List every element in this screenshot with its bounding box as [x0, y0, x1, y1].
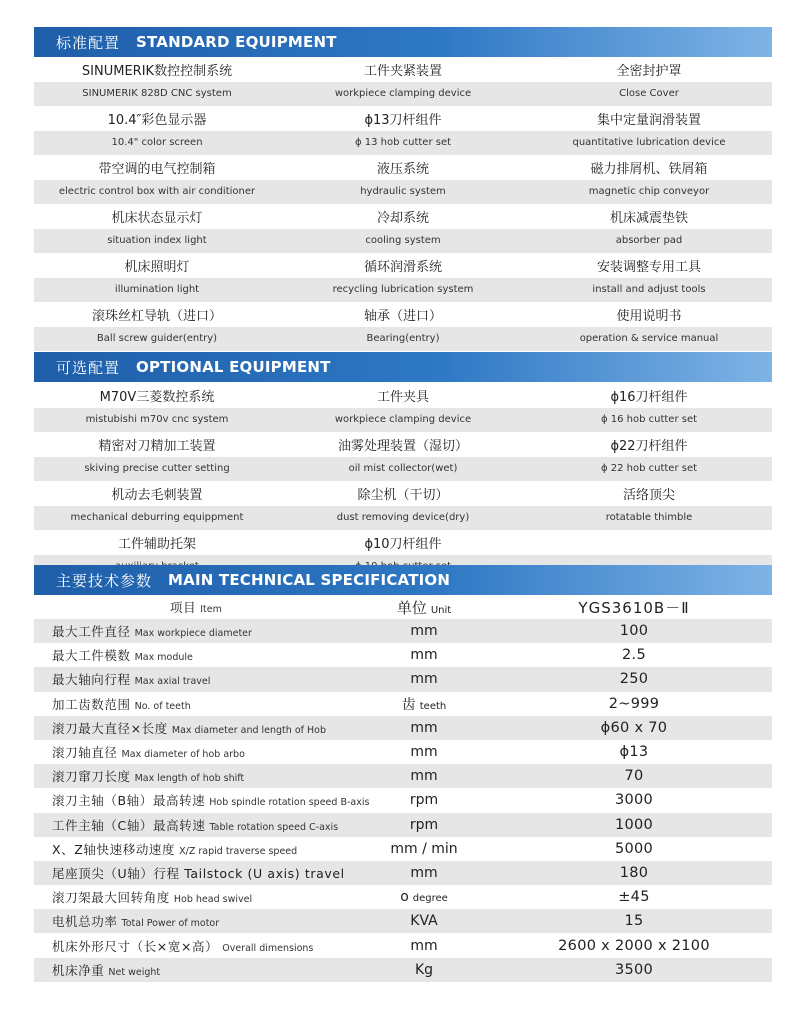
spec-item — [52, 743, 245, 761]
spec-unit — [364, 647, 484, 663]
spec-item-cn: 加工齿数范围 — [52, 696, 131, 712]
standard-item-cn: 10.4″彩色显示器 — [107, 112, 207, 128]
spec-value: 100 — [619, 623, 649, 640]
spec-row — [34, 667, 772, 691]
spec-unit-value: KVA — [410, 913, 438, 930]
standard-item-cn: 全密封护罩 — [616, 63, 682, 79]
optional-item-en: workpiece clamping device — [334, 414, 472, 426]
standard-item-cn: 机床减震垫铁 — [609, 210, 688, 226]
spec-value: 15 — [624, 913, 644, 930]
standard-row-cn — [34, 204, 772, 229]
spec-item — [52, 791, 369, 809]
spec-item — [52, 961, 160, 979]
spec-item-cn: 工件主轴（C轴）最高转速 — [52, 817, 206, 833]
spec-item — [52, 646, 193, 664]
standard-item-en: electric control box with air conditioner — [58, 186, 256, 198]
optional-item-cn: M70V三菱数控系统 — [99, 389, 215, 405]
spec-unit — [364, 744, 484, 760]
model-header: YGS3610B－Ⅱ — [578, 598, 690, 617]
spec-item — [52, 912, 219, 930]
spec-item-cn: 滚刀窜刀长度 — [52, 769, 131, 785]
standard-row-en — [34, 180, 772, 205]
spec-row — [34, 643, 772, 667]
spec-item-cn: 尾座顶尖（U轴）行程 Tailstock (U axis) travel — [52, 865, 345, 881]
spec-item-en: Max diameter and length of Hob — [171, 724, 326, 736]
standard-item-en: situation index light — [107, 235, 207, 247]
standard-item-en: magnetic chip conveyor — [588, 186, 710, 198]
spec-item-en: Net weight — [108, 966, 161, 978]
standard-item-cn: 液压系统 — [376, 161, 429, 177]
optional-item-en: skiving precise cutter setting — [84, 463, 230, 475]
spec-unit-value: mm — [410, 937, 438, 954]
spec-row — [34, 619, 772, 643]
spec-item-en: Table rotation speed C-axis — [209, 821, 339, 833]
standard-item-en: cooling system — [365, 235, 441, 247]
optional-item-cn: 工件夹具 — [376, 389, 429, 405]
spec-value: 70 — [624, 768, 644, 785]
unit-header-cn: 单位 — [396, 598, 427, 617]
spec-value: 1000 — [614, 816, 654, 833]
item-header-en: Item — [200, 604, 222, 615]
optional-item-en: ϕ 16 hob cutter set — [600, 414, 698, 426]
spec-row — [34, 740, 772, 764]
optional-item-cn: 精密对刀精加工装置 — [98, 438, 216, 454]
optional-row-cn — [34, 481, 772, 506]
spec-item — [52, 695, 191, 713]
spec-value: 3500 — [614, 961, 654, 978]
spec-unit — [364, 865, 484, 881]
standard-item-cn: SINUMERIK数控控制系统 — [81, 63, 233, 79]
spec-item-en: Hob head swivel — [173, 894, 253, 906]
item-header-cn: 项目 — [170, 600, 197, 615]
standard-row-cn — [34, 106, 772, 131]
standard-item-en: Ball screw guider(entry) — [96, 333, 218, 345]
standard-item-cn: 工件夹紧装置 — [363, 63, 442, 79]
optional-item-cn: ϕ22刀杆组件 — [610, 438, 688, 454]
optional-item-cn: ϕ10刀杆组件 — [364, 536, 442, 552]
spec-unit-en: degree — [412, 893, 448, 905]
optional-title-cn: 可选配置 — [56, 358, 121, 377]
spec-unit-value: rpm — [409, 792, 439, 809]
standard-item-en: illumination light — [114, 284, 200, 296]
spec-value: 2.5 — [622, 647, 646, 664]
standard-item-en: recycling lubrication system — [332, 284, 474, 296]
spec-table — [34, 595, 772, 982]
optional-row-cn — [34, 432, 772, 457]
spec-item — [52, 937, 313, 955]
spec-value: 2600 x 2000 x 2100 — [558, 937, 710, 954]
spec-unit-en: teeth — [419, 700, 447, 712]
spec-item-cn: 最大工件直径 — [52, 624, 131, 640]
spec-unit-value: mm — [410, 623, 438, 640]
spec-unit — [364, 694, 484, 714]
spec-item — [52, 864, 345, 882]
optional-item-cn: ϕ16刀杆组件 — [610, 389, 688, 405]
spec-title-cn: 主要技术参数 — [56, 571, 153, 590]
spec-header — [34, 565, 772, 595]
spec-row — [34, 716, 772, 740]
spec-item-en: Hob spindle rotation speed B-axis — [209, 797, 370, 809]
optional-item-cn: 工件辅助托架 — [117, 536, 196, 552]
standard-item-en: workpiece clamping device — [334, 88, 472, 100]
standard-title-cn: 标准配置 — [56, 33, 121, 52]
optional-item-en: mechanical deburring equippment — [70, 512, 244, 524]
spec-item-cn: 电机总功率 — [52, 914, 118, 930]
standard-row-en — [34, 229, 772, 254]
standard-row-cn — [34, 57, 772, 82]
optional-equipment-header — [34, 352, 772, 382]
standard-item-cn: 机床状态显示灯 — [111, 210, 203, 226]
spec-item — [52, 888, 252, 906]
standard-item-cn: 安装调整专用工具 — [596, 259, 701, 275]
spec-item-cn: 最大轴向行程 — [52, 672, 131, 688]
standard-item-en: SINUMERIK 828D CNC system — [82, 88, 232, 100]
optional-row-en — [34, 457, 772, 482]
spec-item — [52, 840, 297, 858]
spec-row — [34, 933, 772, 957]
standard-item-cn: 磁力排屑机、铁屑箱 — [590, 161, 708, 177]
spec-unit-value: mm — [410, 647, 438, 664]
spec-item-cn: 滚刀最大直径×长度 — [52, 720, 168, 736]
optional-row-en — [34, 506, 772, 531]
optional-title-en: OPTIONAL EQUIPMENT — [136, 358, 331, 376]
standard-row-en — [34, 131, 772, 156]
standard-row-cn — [34, 155, 772, 180]
optional-item-en: mistubishi m70v cnc system — [85, 414, 229, 426]
standard-item-cn: ϕ13刀杆组件 — [364, 112, 442, 128]
standard-item-cn: 冷却系统 — [376, 210, 429, 226]
spec-item-en: Overall dimensions — [222, 942, 314, 954]
spec-unit — [364, 889, 484, 905]
spec-unit-value: mm — [410, 864, 438, 881]
spec-row — [34, 909, 772, 933]
spec-value: 3000 — [614, 792, 654, 809]
optional-item-en: oil mist collector(wet) — [348, 463, 458, 475]
optional-item-cn: 机动去毛刺装置 — [111, 487, 203, 503]
standard-row-en — [34, 278, 772, 303]
standard-item-cn: 滚珠丝杠导轨（进口） — [91, 308, 222, 324]
spec-unit — [364, 841, 484, 857]
optional-equipment-table — [34, 383, 772, 579]
standard-row-en — [34, 82, 772, 107]
spec-item-cn: 滚刀轴直径 — [52, 745, 118, 761]
spec-value: 5000 — [614, 840, 654, 857]
spec-item-cn: 机床外形尺寸（长×宽×高） — [52, 938, 219, 954]
standard-item-cn: 集中定量润滑装置 — [596, 112, 701, 128]
spec-item-en: Max workpiece diameter — [134, 628, 252, 640]
spec-unit-value: mm — [410, 744, 438, 761]
optional-row-cn — [34, 530, 772, 555]
spec-item-cn: 滚刀主轴（B轴）最高转速 — [52, 793, 206, 809]
standard-item-en: install and adjust tools — [592, 284, 706, 296]
spec-unit-value: 齿 — [401, 696, 416, 713]
spec-unit — [364, 623, 484, 639]
standard-item-en: ϕ 13 hob cutter set — [354, 137, 452, 149]
optional-item-en: ϕ 22 hob cutter set — [600, 463, 698, 475]
standard-item-cn: 轴承（进口） — [363, 308, 442, 324]
spec-value: ±45 — [618, 889, 650, 906]
standard-item-cn: 循环润滑系统 — [363, 259, 442, 275]
optional-row-cn — [34, 383, 772, 408]
standard-title-en: STANDARD EQUIPMENT — [136, 33, 337, 51]
spec-unit-value: mm — [410, 768, 438, 785]
standard-equipment-header — [34, 27, 772, 57]
standard-item-en: Bearing(entry) — [366, 333, 440, 345]
spec-item-cn: 最大工件模数 — [52, 648, 131, 664]
spec-row — [34, 764, 772, 788]
spec-item-en: No. of teeth — [134, 700, 191, 712]
optional-row-en — [34, 408, 772, 433]
spec-item-header — [52, 598, 222, 616]
spec-row — [34, 885, 772, 909]
spec-unit-value: mm — [410, 671, 438, 688]
spec-item-en: Max diameter of hob arbo — [121, 749, 245, 761]
standard-item-cn: 带空调的电气控制箱 — [98, 161, 216, 177]
spec-item-en: Total Power of motor — [121, 918, 220, 930]
spec-value: 2~999 — [608, 695, 660, 712]
standard-item-en: 10.4" color screen — [111, 137, 203, 149]
optional-item-cn: 除尘机（干切） — [357, 487, 449, 503]
spec-item — [52, 767, 244, 785]
spec-unit-value: o — [400, 889, 409, 906]
standard-item-en: quantitative lubrication device — [572, 137, 726, 149]
spec-unit — [364, 913, 484, 929]
spec-item-cn: 机床净重 — [52, 962, 105, 978]
spec-item-en: Max axial travel — [134, 676, 211, 688]
standard-row-cn — [34, 253, 772, 278]
spec-row — [34, 861, 772, 885]
spec-item-en: X/Z rapid traverse speed — [179, 845, 298, 857]
optional-item-en: dust removing device(dry) — [336, 512, 470, 524]
standard-item-cn: 使用说明书 — [616, 308, 682, 324]
optional-item-cn: 油雾处理装置（湿切） — [337, 438, 468, 454]
spec-unit-value: rpm — [409, 816, 439, 833]
spec-item-cn: 滚刀架最大回转角度 — [52, 890, 170, 906]
standard-item-en: absorber pad — [615, 235, 683, 247]
spec-unit — [364, 720, 484, 736]
spec-item — [52, 670, 210, 688]
spec-value: ϕ60 x 70 — [600, 719, 668, 736]
spec-row — [34, 813, 772, 837]
spec-value: 250 — [619, 671, 649, 688]
spec-row — [34, 837, 772, 861]
spec-row — [34, 958, 772, 982]
spec-row — [34, 692, 772, 716]
standard-item-cn: 机床照明灯 — [124, 259, 190, 275]
standard-item-en: operation & service manual — [579, 333, 719, 345]
spec-unit — [364, 671, 484, 687]
standard-item-en: Close Cover — [619, 88, 679, 100]
standard-row-cn — [34, 302, 772, 327]
spec-unit-value: mm — [410, 719, 438, 736]
standard-equipment-table — [34, 57, 772, 351]
spec-header-row — [34, 595, 772, 619]
spec-item — [52, 622, 252, 640]
spec-title-en: MAIN TECHNICAL SPECIFICATION — [168, 571, 451, 589]
spec-unit — [364, 962, 484, 978]
spec-value: ϕ13 — [619, 744, 649, 761]
standard-row-en — [34, 327, 772, 352]
standard-item-en: hydraulic system — [360, 186, 446, 198]
unit-header — [364, 597, 484, 618]
optional-item-cn: 活络顶尖 — [622, 487, 675, 503]
spec-unit — [364, 792, 484, 808]
spec-item-en: Max module — [134, 652, 193, 664]
spec-item — [52, 816, 338, 834]
optional-item-en: rotatable thimble — [605, 512, 693, 524]
unit-header-en: Unit — [430, 604, 452, 616]
spec-unit — [364, 817, 484, 833]
spec-item-cn: X、Z轴快速移动速度 — [52, 841, 176, 857]
spec-item — [52, 719, 326, 737]
spec-row — [34, 788, 772, 812]
spec-unit-value: mm / min — [390, 840, 458, 857]
spec-unit — [364, 938, 484, 954]
spec-unit-value: Kg — [414, 961, 434, 978]
spec-item-en: Max length of hob shift — [134, 773, 245, 785]
spec-unit — [364, 768, 484, 784]
spec-value: 180 — [619, 864, 649, 881]
